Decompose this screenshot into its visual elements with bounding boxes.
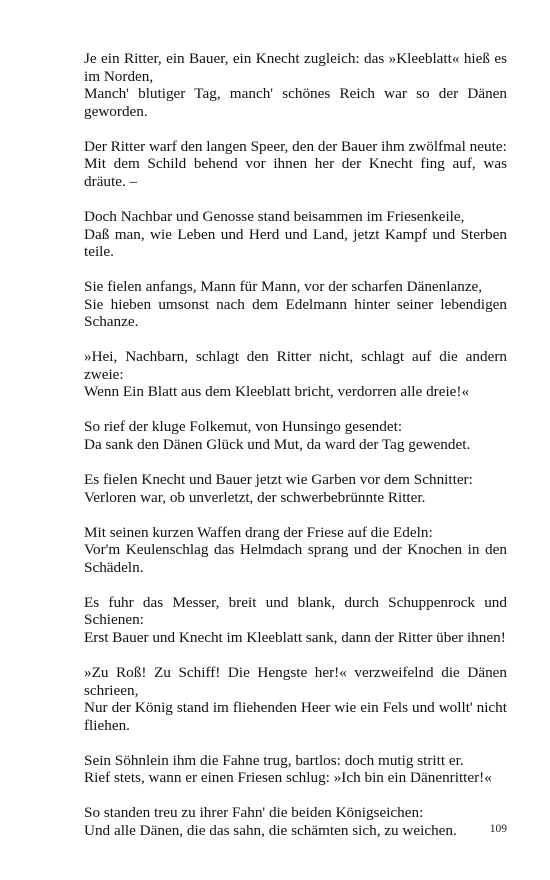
verse-line: Je ein Ritter, ein Bauer, ein Knecht zugleich: das »Kleeblatt« hieß es im Norden, xyxy=(84,50,507,85)
stanza-10 xyxy=(84,664,507,734)
verse-line: »Hei, Nachbarn, schlagt den Ritter nicht, schlagt auf die andern zweie: xyxy=(84,348,507,383)
verse-line: Nur der König stand im fliehenden Heer wie ein Fels und wollt' nicht fliehen. xyxy=(84,699,507,734)
verse-line: Rief stets, wann er einen Friesen schlug: »Ich bin ein Dänenritter!« xyxy=(84,769,492,787)
stanza-5 xyxy=(84,348,507,401)
stanza-2 xyxy=(84,138,507,191)
stanza-12 xyxy=(84,804,507,839)
verse-line: Es fielen Knecht und Bauer jetzt wie Garben vor dem Schnitter: xyxy=(84,471,473,489)
stanza-6 xyxy=(84,418,507,453)
page-number: 109 xyxy=(489,823,507,835)
verse-line: Vor'm Keulenschlag das Helmdach sprang und der Knochen in den Schädeln. xyxy=(84,541,507,576)
stanza-4 xyxy=(84,278,507,331)
verse-line: Daß man, wie Leben und Herd und Land, jetzt Kampf und Sterben teile. xyxy=(84,225,507,261)
verse-line: Da sank den Dänen Glück und Mut, da ward der Tag gewendet. xyxy=(84,436,471,454)
stanza-11 xyxy=(84,752,507,787)
verse-line: Sie fielen anfangs, Mann für Mann, vor der scharfen Dänenlanze, xyxy=(84,278,483,296)
verse-line: Mit dem Schild behend vor ihnen her der Knecht fing auf, was dräute. – xyxy=(84,155,507,190)
verse-line: Verloren war, ob unverletzt, der schwerbebrünnte Ritter. xyxy=(84,488,426,506)
stanza-3 xyxy=(84,208,507,261)
verse-line: »Zu Roß! Zu Schiff! Die Hengste her!« verzweifelnd die Dänen schrieen, xyxy=(84,663,507,699)
stanza-8 xyxy=(84,524,507,577)
verse-line: Mit seinen kurzen Waffen drang der Friese auf die Edeln: xyxy=(84,523,433,541)
verse-line: Doch Nachbar und Genosse stand beisammen im Friesenkeile, xyxy=(84,207,465,225)
stanza-7 xyxy=(84,471,507,506)
verse-line: Manch' blutiger Tag, manch' schönes Reich war so der Dänen geworden. xyxy=(84,85,507,120)
verse-line: Der Ritter warf den langen Speer, den der Bauer ihm zwölfmal neute: xyxy=(84,137,507,155)
stanza-9 xyxy=(84,594,507,647)
verse-line: Erst Bauer und Knecht im Kleeblatt sank, dann der Ritter über ihnen! xyxy=(84,628,506,646)
verse-line: So rief der kluge Folkemut, von Hunsingo gesendet: xyxy=(84,418,403,436)
verse-line: Sie hieben umsonst nach dem Edelmann hinter seiner lebendigen Schanze. xyxy=(84,295,507,331)
stanza-1 xyxy=(84,50,507,120)
verse-line: Wenn Ein Blatt aus dem Kleeblatt bricht, verdorren alle dreie!« xyxy=(84,383,470,401)
verse-line: So standen treu zu ihrer Fahn' die beiden Königseichen: xyxy=(84,804,424,822)
verse-line: Und alle Dänen, die das sahn, die schämten sich, zu weichen. xyxy=(84,821,457,839)
verse-line: Es fuhr das Messer, breit und blank, durch Schuppenrock und Schienen: xyxy=(84,593,507,629)
verse-line: Sein Söhnlein ihm die Fahne trug, bartlos: doch mutig stritt er. xyxy=(84,751,464,769)
poem-text-block xyxy=(84,50,507,857)
